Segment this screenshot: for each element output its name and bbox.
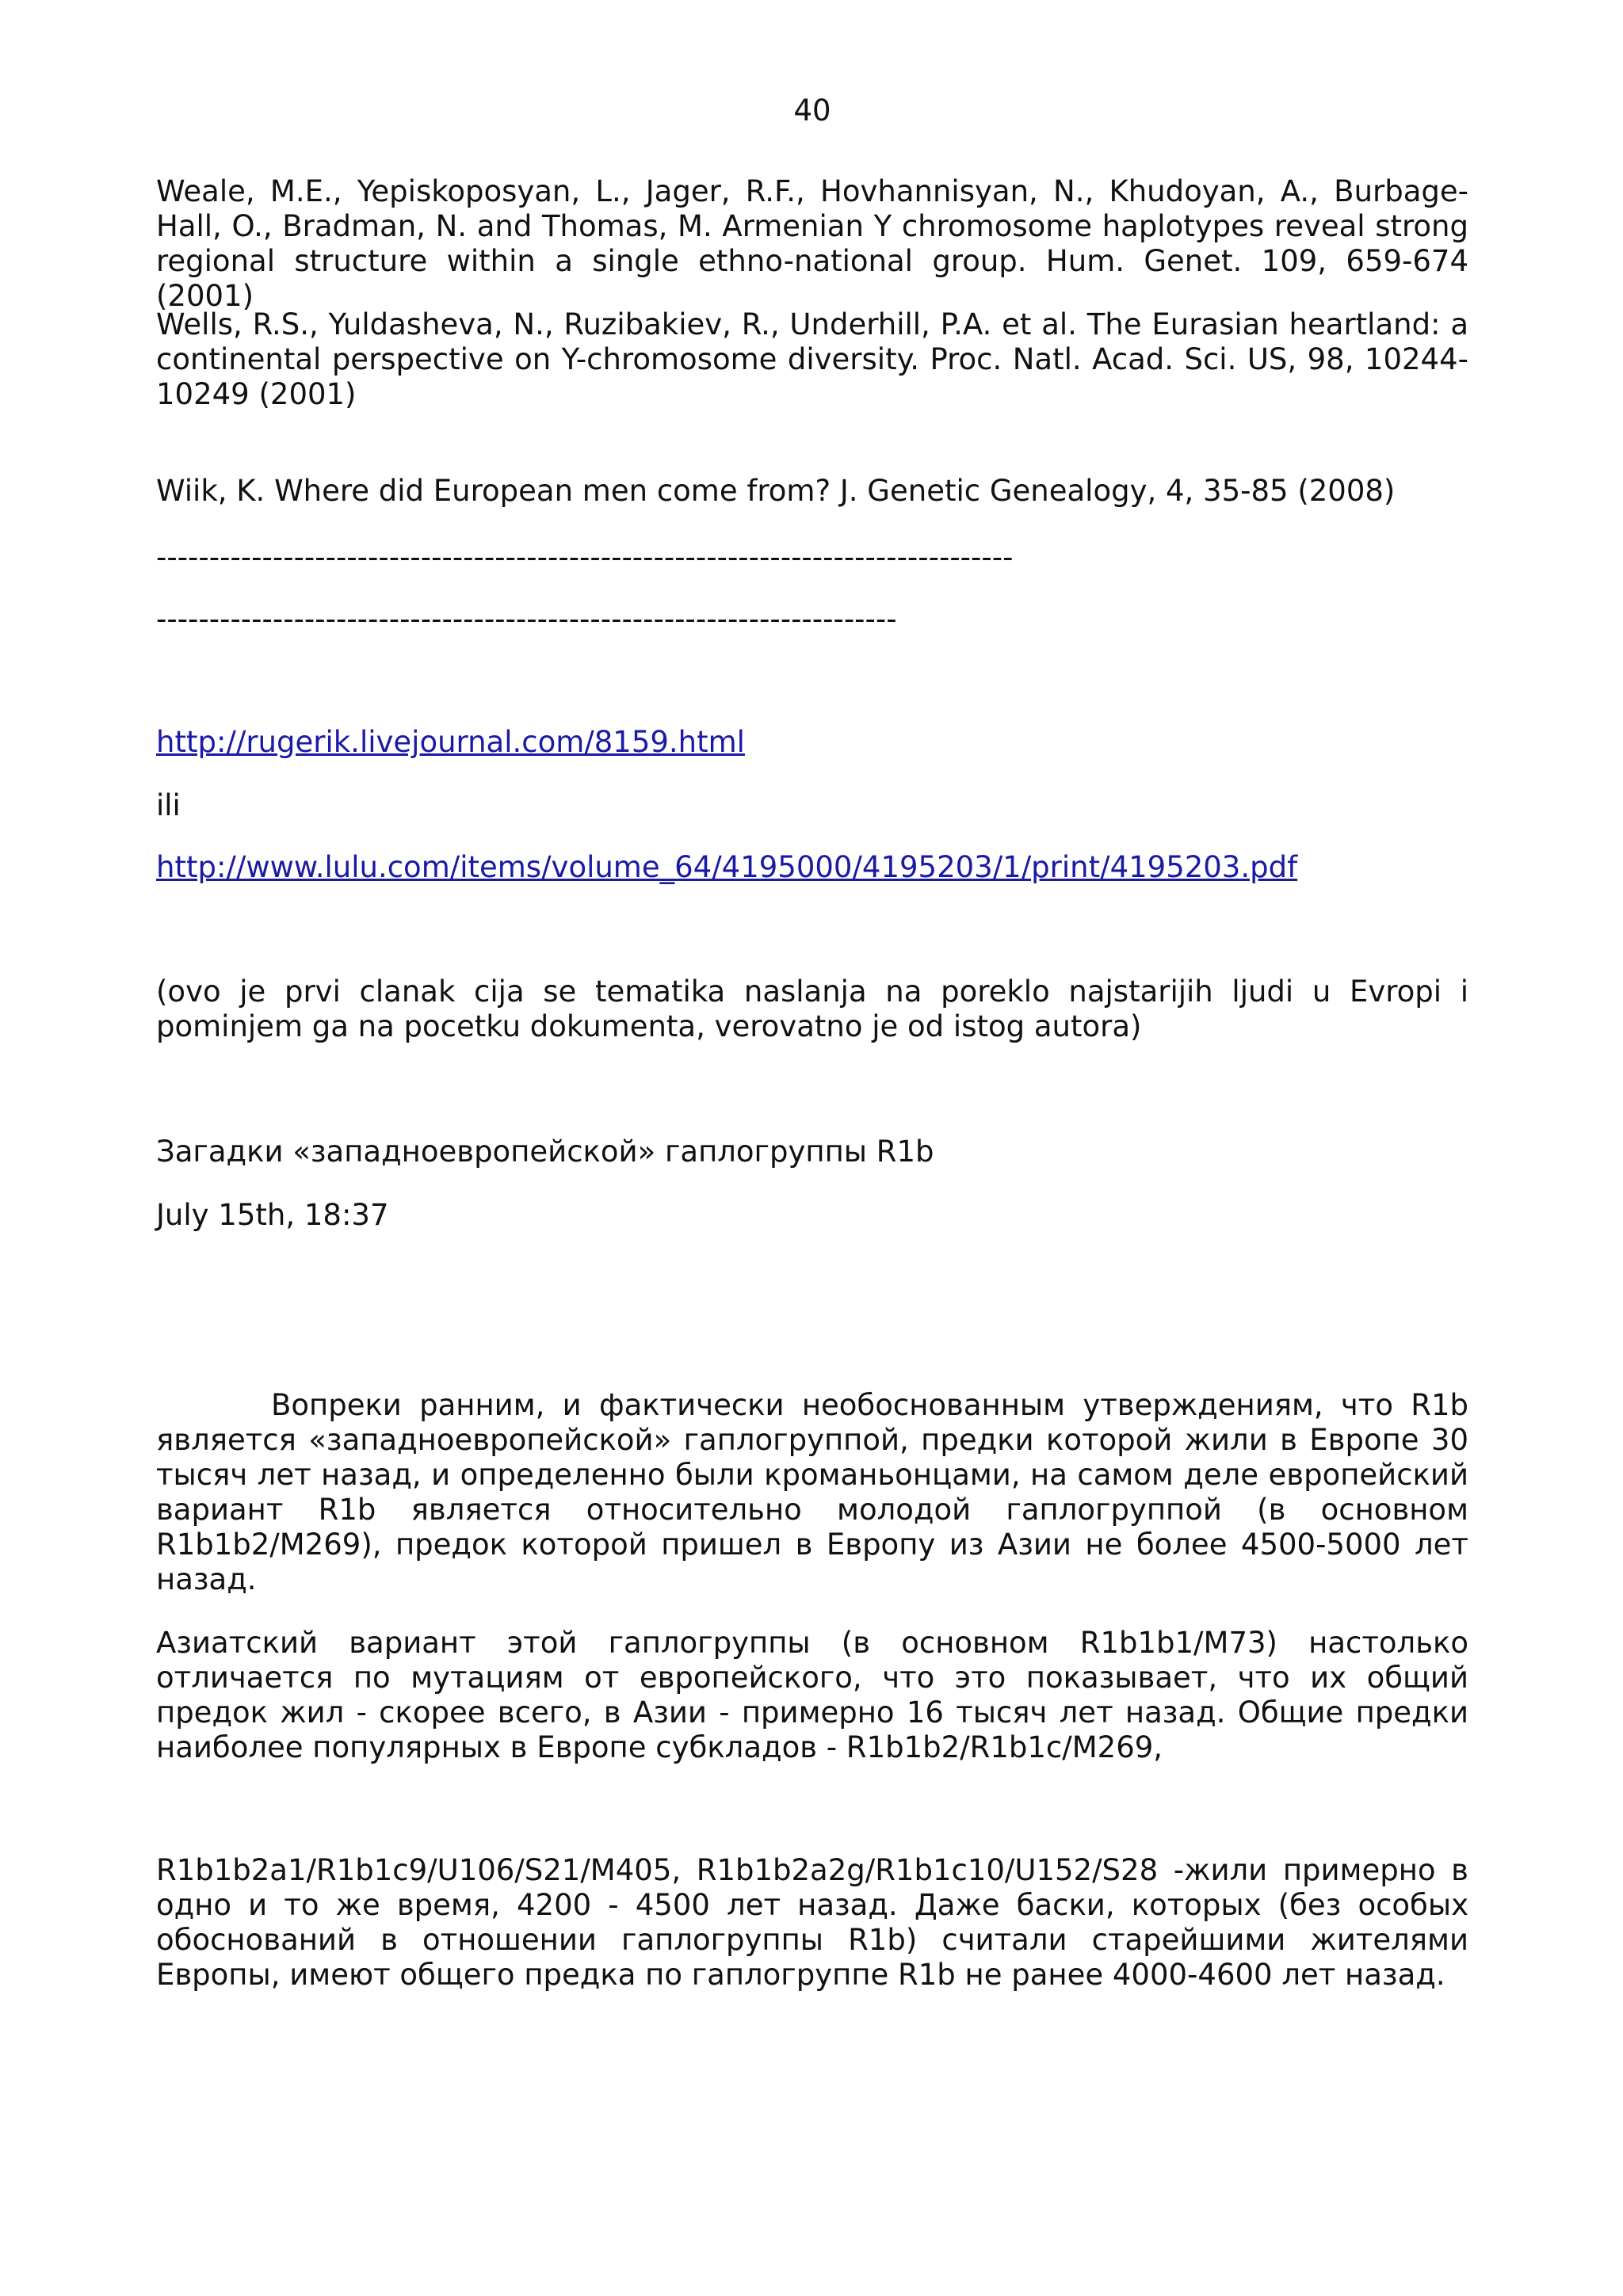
reference-weale: Weale, M.E., Yepiskoposyan, L., Jager, R.F., Hovhannisyan, N., Khudoyan, A., Burbage-Hall, O., Bradman, N. and Thomas, M. Armenian Y chromosome haplotypes reveal strong regional structure within a single ethno-national group. Hum. Genet. 109, 659-674 (2001)	[156, 174, 1468, 313]
article-paragraph-1: Вопреки ранним, и фактически необоснованным утверждениям, что R1b является «западноевропейской» гаплогруппой, предки которой жили в Европе 30 тысяч лет назад, и определенно были кроманьонцами, на самом деле европейский вариант R1b является относительно молодой гаплогруппой (в основном R1b1b2/M269), предок которой пришел в Европу из Азии не более 4500-5000 лет назад.	[156, 1388, 1468, 1596]
article-date: July 15th, 18:37	[156, 1198, 389, 1232]
article-paragraph-2: Азиатский вариант этой гаплогруппы (в основном R1b1b1/M73) настолько отличается по мутациям от европейского, что это показывает, что их общий предок жил - скорее всего, в Азии - примерно 16 тысяч лет назад. Общие предки наиболее популярных в Европе субкладов - R1b1b2/R1b1c/M269,	[156, 1626, 1468, 1764]
separator-line-short: ----------------------------------------------------------------------	[156, 602, 897, 636]
document-page	[156, 0, 1468, 2296]
separator-line-long: ---------------------------------------------------------------------------------	[156, 540, 1014, 574]
lulu-pdf-link[interactable]: http://www.lulu.com/items/volume_64/4195000/4195203/1/print/4195203.pdf	[156, 850, 1298, 884]
reference-wells: Wells, R.S., Yuldasheva, N., Ruzibakiev, R., Underhill, P.A. et al. The Eurasian heartland: a continental perspective on Y-chromosome diversity. Proc. Natl. Acad. Sci. US, 98, 10244-10249 (2001)	[156, 307, 1468, 411]
page-number: 40	[793, 93, 831, 128]
livejournal-link[interactable]: http://rugerik.livejournal.com/8159.html	[156, 725, 745, 759]
article-paragraph-3: R1b1b2a1/R1b1c9/U106/S21/M405, R1b1b2a2g/R1b1c10/U152/S28 -жили примерно в одно и то же время, 4200 - 4500 лет назад. Даже баски, которых (без особых обоснований в отношении гаплогруппы R1b) считали старейшими жителями Европы, имеют общего предка по гаплогруппе R1b не ранее 4000-4600 лет назад.	[156, 1853, 1468, 1992]
article-title: Загадки «западноевропейской» гаплогруппы R1b	[156, 1135, 934, 1169]
or-word: ili	[156, 788, 181, 822]
note-paragraph: (ovo je prvi clanak cija se tematika naslanja na poreklo najstarijih ljudi u Evropi i pominjem ga na pocetku dokumenta, verovatno je od istog autora)	[156, 974, 1468, 1043]
reference-wiik: Wiik, K. Where did European men come from? J. Genetic Genealogy, 4, 35-85 (2008)	[156, 474, 1396, 508]
